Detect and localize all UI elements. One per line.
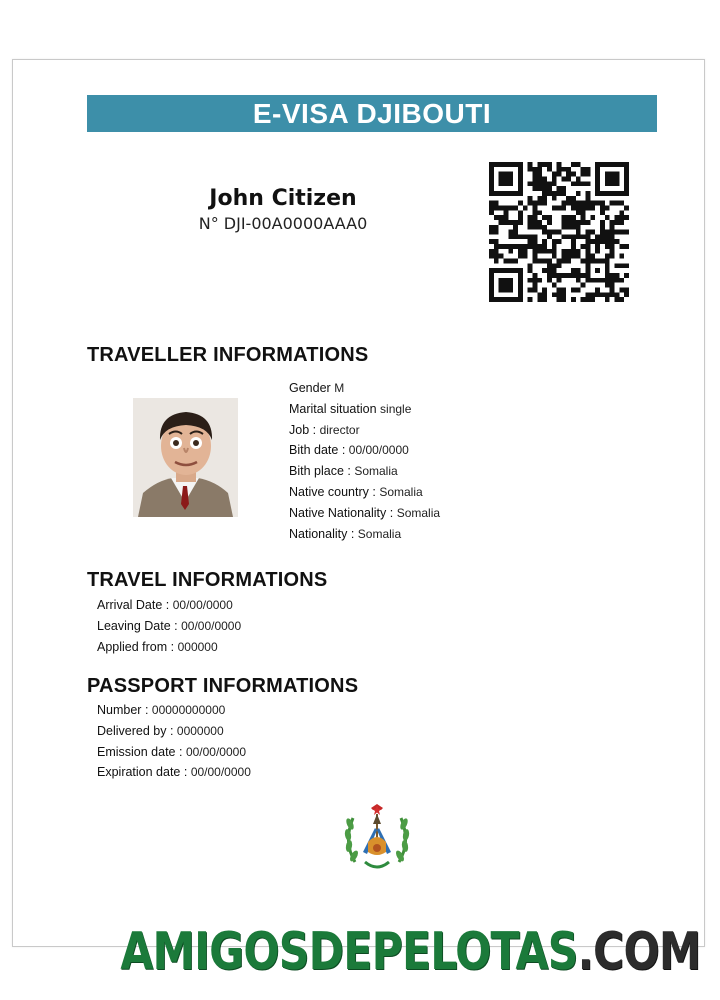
field-label: Native Nationality (289, 505, 387, 520)
field-label: Bith place (289, 464, 344, 479)
field-label: Delivered by (97, 723, 167, 738)
field-label: Arrival Date (97, 598, 163, 612)
traveller-field (289, 506, 440, 520)
travel-section-title: TRAVEL INFORMATIONS (87, 569, 328, 591)
traveller-field (289, 443, 409, 457)
passport-section-title: PASSPORT INFORMATIONS (87, 675, 359, 697)
field-label: Bith date (289, 443, 339, 458)
field-separator: : (166, 723, 177, 738)
watermark-main: AMIGOSDEPELOTAS (119, 922, 578, 982)
field-value: Somalia (379, 485, 423, 499)
visa-number: N° DJI-00A0000AAA0 (198, 214, 368, 233)
traveller-field (289, 527, 401, 541)
field-separator: : (180, 765, 191, 780)
passport-field (97, 765, 251, 779)
field-separator: : (162, 598, 173, 612)
field-separator: : (338, 443, 349, 458)
field-value: Somalia (354, 464, 398, 479)
field-value: single (380, 401, 412, 416)
visa-document (12, 59, 705, 947)
watermark-suffix: .COM (577, 922, 700, 982)
field-value: 0000000 (176, 723, 224, 738)
field-value: 00/00/0000 (172, 598, 233, 612)
field-label: Leaving Date (97, 618, 171, 633)
site-watermark (120, 922, 700, 982)
traveller-field (289, 381, 344, 395)
travel-field (97, 598, 233, 612)
field-value: Somalia (357, 526, 402, 541)
field-separator: : (309, 422, 320, 437)
traveller-field (289, 485, 423, 499)
field-separator: : (175, 744, 186, 759)
travel-field (97, 640, 218, 654)
travel-field (97, 619, 241, 633)
field-value: M (334, 381, 345, 395)
traveller-photo (133, 398, 238, 517)
traveller-section-title: TRAVELLER INFORMATIONS (87, 344, 369, 366)
field-label: Nationality (289, 526, 348, 541)
field-value: 00/00/0000 (185, 744, 246, 759)
field-label: Applied from (97, 639, 168, 654)
djibouti-emblem-icon (341, 802, 413, 874)
field-separator: : (170, 618, 182, 633)
field-label: Gender (289, 381, 331, 395)
field-label: Native country (289, 485, 369, 499)
field-label: Emission date (97, 744, 176, 759)
field-separator: : (386, 505, 397, 520)
field-separator: : (343, 464, 355, 479)
traveller-field (289, 423, 360, 437)
traveller-field (289, 402, 411, 416)
field-separator: : (167, 639, 178, 654)
field-value: 00/00/0000 (348, 443, 409, 458)
passport-field (97, 703, 225, 717)
field-value: 00000000000 (151, 703, 226, 717)
field-value: 000000 (177, 639, 218, 654)
holder-name: John Citizen (209, 186, 357, 211)
document-title-banner: E-VISA DJIBOUTI (87, 95, 657, 132)
field-separator: : (368, 485, 380, 499)
field-value: Somalia (396, 505, 441, 520)
field-value: 00/00/0000 (190, 765, 251, 780)
field-separator: : (347, 526, 358, 541)
field-value: director (319, 422, 360, 437)
field-label: Number (97, 703, 142, 717)
passport-field (97, 724, 224, 738)
traveller-field (289, 464, 398, 478)
qr-code-icon (489, 161, 629, 303)
field-value: 00/00/0000 (181, 618, 242, 633)
field-label: Expiration date (97, 765, 181, 780)
passport-field (97, 745, 246, 759)
field-label: Marital situation (289, 401, 377, 416)
field-separator: : (141, 703, 152, 717)
field-label: Job (289, 422, 310, 437)
